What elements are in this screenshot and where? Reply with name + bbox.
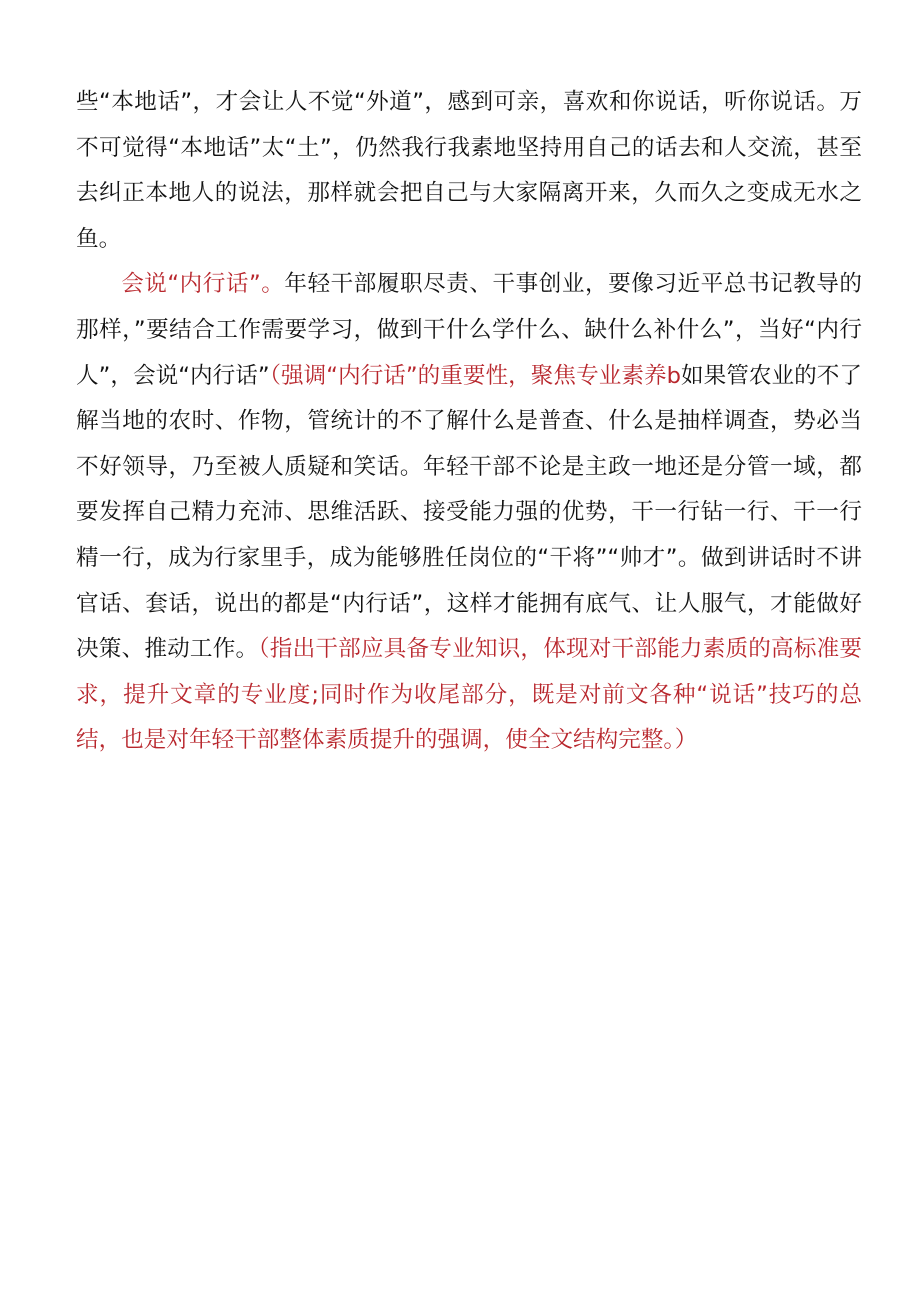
section-heading: 会说“内行话”。	[121, 271, 285, 298]
paragraph-local-dialect	[76, 80, 862, 262]
annotation-note: （指出干部应具备专业知识，体现对干部能力素质的高标准要求，提升文章的专业度;同时作为收尾部分，既是对前文各种“说话”技巧的总结，也是对年轻干部整体素质提升的强调，使全文结构完整。）	[76, 636, 863, 754]
annotation-note: （强调“内行话”的重要性，聚焦专业素养b	[269, 362, 681, 389]
paragraph-text: 些“本地话”，才会让人不觉“外道”，感到可亲，喜欢和你说话，听你说话。万不可觉得“本地话”太“土”，仍然我行我素地坚持用自己的话去和人交流，甚至去纠正本地人的说法，那样就会把自己与大家隔离开来，久而久之变成无水之鱼。	[76, 89, 862, 252]
paragraph-text: 年轻干部履职尽责、干事创业，要像习近平总书记教导的那样，”要结合工作需要学习，做到干什么学什么、缺什么补什么”，当好“内行人”，会说“内行话”	[76, 271, 862, 389]
paragraph-text: 如果管农业的不了解当地的农时、作物，管统计的不了解什么是普查、什么是抽样调查，势必当不好领导，乃至被人质疑和笑话。年轻干部不论是主政一地还是分管一域，都要发挥自己精力充沛、思维活跃、接受能力强的优势，干一行钻一行、干一行精一行，成为行家里手，成为能够胜任岗位的“干将”“帅才”。做到讲话时不讲官话、套话，说出的都是“内行话”，这样才能拥有底气、让人服气，才能做好决策、推动工作。	[76, 362, 863, 663]
document-page	[76, 80, 862, 764]
paragraph-insider-talk	[76, 262, 862, 764]
